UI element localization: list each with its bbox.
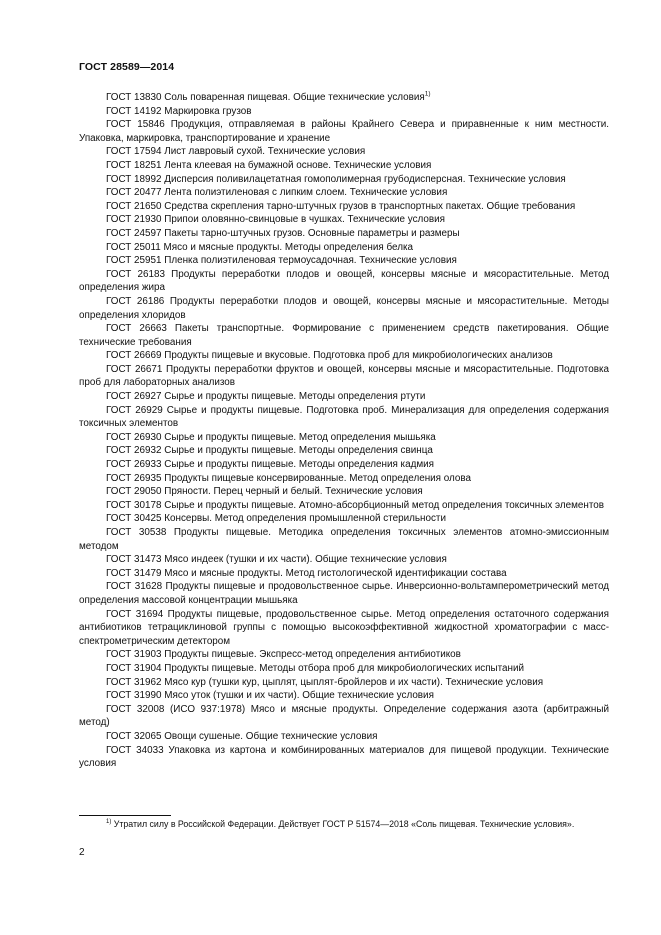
reference-item: ГОСТ 25951 Пленка полиэтиленовая термоусадочная. Технические условия: [106, 255, 457, 267]
page-header-title: ГОСТ 28589—2014: [79, 61, 175, 73]
reference-item: ГОСТ 32065 Овощи сушеные. Общие технические условия: [106, 730, 378, 742]
reference-item: ГОСТ 31473 Мясо индеек (тушки и их части). Общие технические условия: [106, 554, 447, 566]
reference-item: ГОСТ 26935 Продукты пищевые консервированные. Метод определения олова: [106, 472, 472, 484]
reference-item: ГОСТ 31990 Мясо уток (тушки и их части). Общие технические условия: [106, 690, 434, 702]
reference-item: ГОСТ 31479 Мясо и мясные продукты. Метод гистологической идентификации состава: [106, 567, 507, 579]
reference-item: ГОСТ 32008 (ИСО 937:1978) Мясо и мясные продукты. Определение содержания азота (арбитражный метод): [79, 703, 609, 729]
reference-item: ГОСТ 31962 Мясо кур (тушки кур, цыплят, цыплят-бройлеров и их части). Технические условия: [106, 676, 544, 688]
reference-item: ГОСТ 14192 Маркировка грузов: [106, 105, 252, 117]
reference-item: ГОСТ 34033 Упаковка из картона и комбинированных материалов для пищевой продукции. Технические условия: [79, 744, 609, 770]
reference-item: ГОСТ 25011 Мясо и мясные продукты. Методы определения белка: [106, 241, 413, 253]
reference-item: ГОСТ 26932 Сырье и продукты пищевые. Методы определения свинца: [106, 445, 433, 457]
footnote-marker: 1): [424, 90, 431, 98]
reference-item: ГОСТ 26927 Сырье и продукты пищевые. Методы определения ртути: [106, 391, 426, 403]
reference-item: ГОСТ 21930 Припои оловянно-свинцовые в чушках. Технические условия: [106, 214, 446, 226]
reference-item: ГОСТ 31904 Продукты пищевые. Методы отбора проб для микробиологических испытаний: [106, 662, 525, 674]
reference-item: ГОСТ 15846 Продукция, отправляемая в районы Крайнего Севера и приравненные к ним местности. Упаковка, маркировка, транспортирование и хранение: [79, 119, 609, 144]
reference-item: ГОСТ 29050 Пряности. Перец черный и белый. Технические условия: [106, 486, 423, 498]
reference-item: ГОСТ 26933 Сырье и продукты пищевые. Методы определения кадмия: [106, 459, 434, 471]
reference-item: ГОСТ 26671 Продукты переработки фруктов и овощей, консервы мясные и мясорастительные. Подготовка проб для лабораторных анализов: [79, 363, 609, 389]
reference-item: ГОСТ 18992 Дисперсия поливилацетатная гомополимерная грубодисперсная. Технические условия: [106, 173, 566, 185]
footnote: [79, 818, 609, 830]
reference-item: ГОСТ 18251 Лента клеевая на бумажной основе. Технические условия: [106, 159, 432, 171]
reference-item: ГОСТ 31694 Продукты пищевые, продовольственное сырье. Метод определения остаточного содержания антибиотиков тетрациклиновой группы с помощью высокоэффективной жидкостной хроматографии с масс-спектрометрическим детектором: [79, 608, 609, 647]
reference-item: ГОСТ 26930 Сырье и продукты пищевые. Метод определения мышьяка: [106, 431, 436, 443]
reference-item: ГОСТ 21650 Средства скрепления тарно-штучных грузов в транспортных пакетах. Общие требования: [106, 200, 576, 212]
footnote-marker: 1): [106, 819, 112, 826]
reference-item: ГОСТ 30538 Продукты пищевые. Методика определения токсичных элементов атомно-эмиссионным методом: [79, 527, 609, 552]
reference-item: ГОСТ 26186 Продукты переработки плодов и овощей, консервы мясные и мясорастительные. Методы определения хлоридов: [79, 295, 609, 321]
reference-item: ГОСТ 31628 Продукты пищевые и продовольственное сырье. Инверсионно-вольтамперометрический метод определения массовой концентрации мышьяка: [79, 581, 609, 606]
reference-item: ГОСТ 17594 Лист лавровый сухой. Технические условия: [106, 146, 366, 158]
footnote-divider: [79, 815, 171, 816]
reference-item: ГОСТ 31903 Продукты пищевые. Экспресс-метод определения антибиотиков: [106, 649, 461, 661]
reference-item: ГОСТ 26669 Продукты пищевые и вкусовые. Подготовка проб для микробиологических анализов: [106, 350, 553, 362]
reference-item: ГОСТ 20477 Лента полиэтиленовая с липким слоем. Технические условия: [106, 187, 448, 199]
normative-references-list: [79, 91, 609, 771]
reference-item: ГОСТ 13830 Соль поваренная пищевая. Общие технические условия$^{1)}$: [106, 90, 431, 103]
footnote-text: Утратил силу в Российской Федерации. Действует ГОСТ Р 51574—2018 «Соль пищевая. Технические условия».: [113, 819, 575, 829]
reference-item: ГОСТ 26929 Сырье и продукты пищевые. Подготовка проб. Минерализация для определения содержания токсичных элементов: [79, 404, 609, 430]
reference-item: ГОСТ 30178 Сырье и продукты пищевые. Атомно-абсорбционный метод определения токсичных элементов: [106, 499, 604, 511]
reference-item: ГОСТ 26663 Пакеты транспортные. Формирование с применением средств пакетирования. Общие технические требования: [79, 323, 609, 348]
reference-item: ГОСТ 24597 Пакеты тарно-штучных грузов. Основные параметры и размеры: [106, 227, 460, 239]
reference-item: ГОСТ 26183 Продукты переработки плодов и овощей, консервы мясные и мясорастительные. Метод определения жира: [79, 268, 609, 294]
reference-item: ГОСТ 30425 Консервы. Метод определения промышленной стерильности: [106, 513, 446, 525]
page-number: 2: [79, 847, 85, 858]
